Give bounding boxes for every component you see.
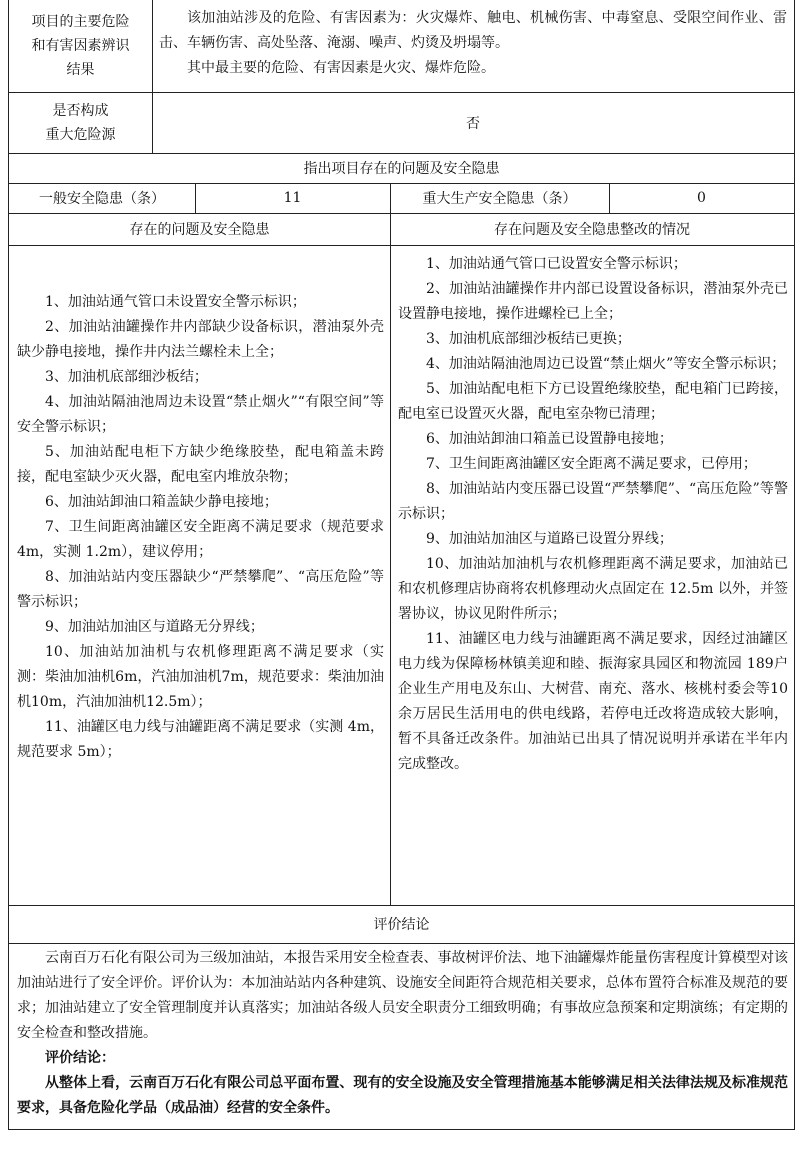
- evaluation-table: [8, 0, 795, 1130]
- issue-item: 11、油罐区电力线与油罐距离不满足要求（实测 4m，规范要求 5m）；: [17, 719, 384, 760]
- rectification-item: 10、加油站加油机与农机修理距离不满足要求，加油站已和农机修理店协商将农机修理动火点固定在 12.5m 以外，并签署协议，协议见附件所示；: [398, 556, 788, 622]
- issue-item: 4、加油站隔油池周边未设置“禁止烟火”“有限空间”等安全警示标识；: [17, 394, 384, 435]
- rectification-item: 7、卫生间距离油罐区安全距离不满足要求，已停用；: [426, 456, 757, 472]
- issue-item: 6、加油站卸油口箱盖缺少静电接地；: [45, 494, 278, 510]
- rectification-item: 6、加油站卸油口箱盖已设置静电接地；: [426, 431, 673, 447]
- rectification-item: 8、加油站站内变压器已设置“严禁攀爬”、“高压危险”等警示标识；: [398, 481, 788, 522]
- rectification-item: 11、油罐区电力线与油罐距离不满足要求，因经过油罐区电力线为保障杨林镇美迎和睦、振海家具园区和物流园 189户企业生产用电及东山、大树营、南充、落水、核桃村委会等10余万居民生活用电的供电线路，若停电迁改将造成较大影响，暂不具备迁改条件。加油站已出具了情况说明并承诺在半年内完成整改。: [398, 631, 788, 772]
- rectification-item: 2、加油站油罐操作井内部已设置设备标识，潜油泵外壳已设置静电接地，操作进螺栓已上全；: [398, 281, 788, 322]
- issues-header: 指出项目存在的问题及安全隐患: [303, 161, 500, 177]
- hazards-content: [159, 6, 787, 81]
- conclusion-body: 云南百万石化有限公司为三级加油站，本报告采用安全检查表、事故树评价法、地下油罐爆炸能量伤害程度计算模型对该加油站进行了安全评价。评价认为：本加油站站内各种建筑、设施安全间距符合规范相关要求，总体布置符合标准及规范的要求；加油站建立了安全管理制度并认真落实；加油站各级人员安全职责分工细致明确；有事故应急预案和定期演练；有定期的安全检查和整改措施。: [17, 950, 788, 1041]
- hazards-main-text: 其中最主要的危险、有害因素是火灾、爆炸危险。: [187, 60, 495, 76]
- issue-item: 1、加油站通气管口未设置安全警示标识；: [45, 294, 306, 310]
- rectification-item: 1、加油站通气管口已设置安全警示标识；: [426, 256, 687, 272]
- hazards-text: 该加油站涉及的危险、有害因素为：火灾爆炸、触电、机械伤害、中毒窒息、受限空间作业、雷击、车辆伤害、高处坠落、淹溺、噪声、灼烫及坍塌等。: [159, 10, 787, 51]
- issue-item: 10、加油站加油机与农机修理距离不满足要求（实测：柴油加油机6m，汽油加油机7m，规范要求：柴油加油机10m，汽油加油机12.5m）；: [17, 644, 384, 710]
- row-divider: [9, 245, 794, 246]
- major-hazard-count-value: 0: [697, 190, 706, 206]
- hazards-label-line: 项目的主要危险: [31, 14, 130, 30]
- major-hazard-count-label: 重大生产安全隐患（条）: [422, 191, 577, 207]
- hazards-label-line: 结果: [66, 62, 95, 78]
- rectification-column-header: 存在问题及安全隐患整改的情况: [494, 222, 690, 238]
- issue-item: 3、加油机底部细沙板结；: [45, 369, 208, 385]
- general-hazard-count-value: 11: [283, 190, 302, 206]
- rectification-item: 9、加油站加油区与道路已设置分界线；: [426, 531, 673, 547]
- hazards-label: [9, 0, 152, 92]
- issues-column-header: 存在的问题及安全隐患: [129, 222, 270, 238]
- issue-item: 9、加油站加油区与道路无分界线；: [45, 619, 264, 635]
- row-divider: [9, 943, 794, 944]
- issue-item: 7、卫生间距离油罐区安全距离不满足要求（规范要求 4m，实测 1.2m），建议停用；: [17, 519, 384, 560]
- hazards-label-line: 和有害因素辨识: [31, 38, 130, 54]
- rectification-item: 5、加油站配电柜下方已设置绝缘胶垫，配电箱门已跨接，配电室已设置灭火器，配电室杂物已清理；: [398, 381, 788, 422]
- conclusion-label: 评价结论：: [45, 1050, 115, 1066]
- conclusion-header: 评价结论: [373, 917, 430, 933]
- major-hazard-label-line: 重大危险源: [45, 126, 116, 143]
- issues-list: [17, 290, 384, 765]
- conclusion-content: [17, 946, 788, 1121]
- issue-item: 2、加油站油罐操作井内部缺少设备标识，潜油泵外壳缺少静电接地，操作井内法兰螺栓未上全；: [17, 319, 384, 360]
- major-hazard-label-line: 是否构成: [52, 102, 109, 119]
- issue-item: 5、加油站配电柜下方缺少绝缘胶垫，配电箱盖未跨接，配电室缺少灭火器，配电室内堆放杂物；: [17, 444, 384, 485]
- major-hazard-label: [9, 92, 152, 153]
- rectification-item: 4、加油站隔油池周边已设置“禁止烟火”等安全警示标识；: [426, 356, 786, 372]
- column-divider: [390, 183, 391, 905]
- general-hazard-count-label: 一般安全隐患（条）: [39, 191, 165, 207]
- rectification-list: [398, 252, 788, 777]
- major-hazard-value: 否: [466, 115, 480, 132]
- issue-item: 8、加油站站内变压器缺少“严禁攀爬”、“高压危险”等警示标识；: [17, 569, 384, 610]
- rectification-item: 3、加油机底部细沙板结已更换；: [426, 331, 631, 347]
- conclusion-final: 从整体上看，云南百万石化有限公司总平面布置、现有的安全设施及安全管理措施基本能够满足相关法律法规及标准规范要求，具备危险化学品（成品油）经营的安全条件。: [17, 1075, 788, 1116]
